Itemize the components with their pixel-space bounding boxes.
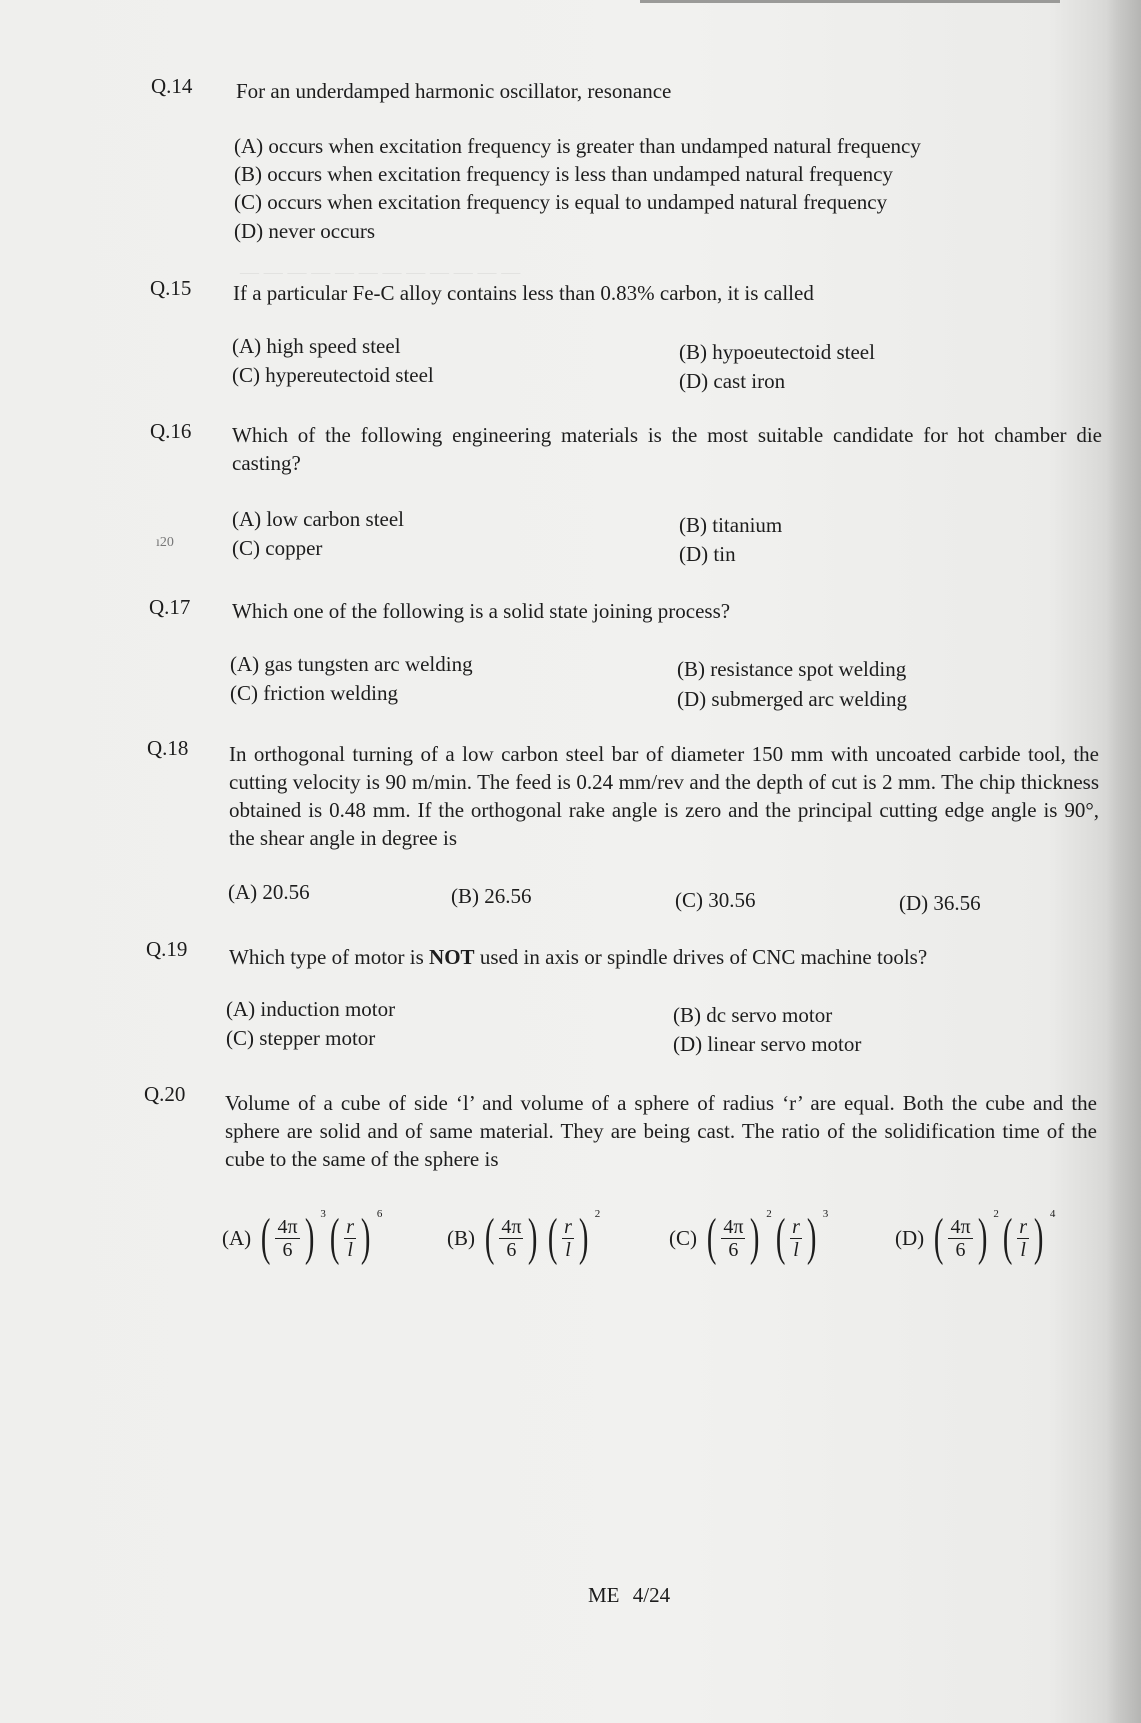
option-b: (B) occurs when excitation frequency is less than undamped natural frequency xyxy=(234,162,893,186)
fraction-term: ( $\frac{r}{l}$ ) 4 xyxy=(1002,1208,1056,1266)
numerator: r xyxy=(564,1215,572,1238)
stem-text-before: Which type of motor is xyxy=(229,945,430,969)
question-number: Q.14 xyxy=(151,74,193,98)
exponent: 2 xyxy=(766,1208,772,1220)
question-number: Q.20 xyxy=(144,1082,186,1106)
question-number: Q.16 xyxy=(150,419,192,443)
option-b: (B) dc servo motor xyxy=(673,1003,833,1027)
fraction-term: ( $\frac{4\pi}{6}$ ) 2 xyxy=(934,1208,999,1266)
option-b: (B) titanium xyxy=(679,513,783,537)
fraction-term: ( $\frac{r}{l}$ ) 3 xyxy=(775,1208,829,1266)
option-b xyxy=(447,1203,601,1273)
question-stem: Volume of a cube of side ‘l’ and volume of a sphere of radius ‘r’ are equal. Both the cube and the sphere are solid and of same material. They are being cast. The ratio of the solidification time of the cube to the same of the sphere is xyxy=(225,1091,1097,1171)
question-stem: In orthogonal turning of a low carbon steel bar of diameter 150 mm with uncoated carbide tool, the cutting velocity is 90 m/min. The feed is 0.24 mm/rev and the depth of cut is 2 mm. The chip thickness obtained is 0.48 mm. If the orthogonal rake angle is zero and the principal cutting edge angle is 90°, the shear angle in degree is xyxy=(229,742,1099,850)
page-edge-shadow xyxy=(1107,0,1141,1723)
denominator: 6 xyxy=(728,1238,739,1261)
numerator: r xyxy=(1019,1215,1028,1238)
numerator: r xyxy=(792,1215,800,1238)
option-label: (A) xyxy=(222,1225,252,1250)
option-d: (D) linear servo motor xyxy=(673,1032,862,1056)
option-a: (A) 20.56 xyxy=(228,880,310,904)
question-stem xyxy=(229,943,1109,971)
bleed-through-text: — — — — — — — — — — — — xyxy=(240,262,521,283)
option-b: (B) 26.56 xyxy=(451,884,532,908)
numerator: 4π xyxy=(277,1215,298,1238)
question-number: Q.17 xyxy=(149,595,191,619)
option-d xyxy=(895,1203,1056,1273)
option-label: (C) xyxy=(669,1225,697,1250)
denominator: l xyxy=(793,1238,799,1261)
denominator: l xyxy=(565,1238,571,1261)
option-a: (A) induction motor xyxy=(226,997,396,1021)
option-d: (D) tin xyxy=(679,542,736,566)
denominator: 6 xyxy=(506,1238,517,1261)
numerator: 4π xyxy=(950,1215,971,1238)
fraction-term: ( $\frac{4\pi}{6}$ ) xyxy=(484,1209,538,1266)
top-edge-line xyxy=(640,0,1060,3)
fraction-term: ( $\frac{r}{l}$ ) 6 xyxy=(329,1208,383,1266)
question-stem: If a particular Fe-C alloy contains less than 0.83% carbon, it is called xyxy=(233,281,814,305)
question-stem: Which of the following engineering materials is the most suitable candidate for hot chamber die casting? xyxy=(232,423,1102,475)
exponent: 2 xyxy=(594,1208,601,1220)
denominator: l xyxy=(347,1238,353,1261)
denominator: l xyxy=(1020,1238,1026,1261)
exponent: 3 xyxy=(320,1208,326,1220)
fraction-term: ( $\frac{4\pi}{6}$ ) 3 xyxy=(261,1208,326,1266)
page-footer: ME 4/24 xyxy=(588,1583,671,1607)
option-c: (C) 30.56 xyxy=(675,888,756,912)
question-number: Q.18 xyxy=(147,736,189,760)
question-stem: For an underdamped harmonic oscillator, resonance xyxy=(236,79,672,103)
option-a: (A) high speed steel xyxy=(232,334,401,358)
exponent: 6 xyxy=(376,1208,383,1220)
option-a: (A) low carbon steel xyxy=(232,507,405,531)
numerator: 4π xyxy=(723,1215,744,1238)
option-d: (D) never occurs xyxy=(234,219,376,243)
option-b: (B) resistance spot welding xyxy=(677,657,907,681)
option-c: (C) stepper motor xyxy=(226,1026,376,1050)
option-label: (B) xyxy=(447,1225,475,1250)
option-c: (C) friction welding xyxy=(230,681,398,705)
question-stem: Which one of the following is a solid state joining process? xyxy=(232,599,731,623)
option-c: (C) occurs when excitation frequency is equal to undamped natural frequency xyxy=(234,190,888,214)
option-b: (B) hypoeutectoid steel xyxy=(679,340,875,364)
question-number: Q.15 xyxy=(150,276,192,300)
option-a: (A) gas tungsten arc welding xyxy=(230,652,473,676)
option-d: (D) submerged arc welding xyxy=(677,687,907,711)
question-number: Q.19 xyxy=(146,937,188,961)
option-c xyxy=(669,1203,829,1273)
option-label: (D) xyxy=(895,1225,925,1250)
numerator: r xyxy=(346,1215,355,1238)
exponent: 3 xyxy=(822,1208,829,1220)
stem-text-after: used in axis or spindle drives of CNC machine tools? xyxy=(474,945,928,969)
fraction-term: ( $\frac{4\pi}{6}$ ) 2 xyxy=(706,1208,772,1266)
fraction-term: ( $\frac{r}{l}$ ) 2 xyxy=(547,1208,601,1266)
option-d: (D) cast iron xyxy=(679,369,786,393)
margin-mark: ı20 xyxy=(156,535,174,550)
option-c: (C) copper xyxy=(232,536,323,560)
option-a: (A) occurs when excitation frequency is greater than undamped natural frequency xyxy=(234,134,921,158)
numerator: 4π xyxy=(501,1215,522,1238)
denominator: 6 xyxy=(282,1238,293,1261)
stem-text-emphasis: NOT xyxy=(429,945,475,969)
option-c: (C) hypereutectoid steel xyxy=(232,363,434,387)
option-d: (D) 36.56 xyxy=(899,891,981,915)
exponent: 2 xyxy=(993,1208,999,1220)
option-a xyxy=(222,1203,383,1273)
denominator: 6 xyxy=(955,1238,966,1261)
exponent: 4 xyxy=(1049,1208,1056,1220)
